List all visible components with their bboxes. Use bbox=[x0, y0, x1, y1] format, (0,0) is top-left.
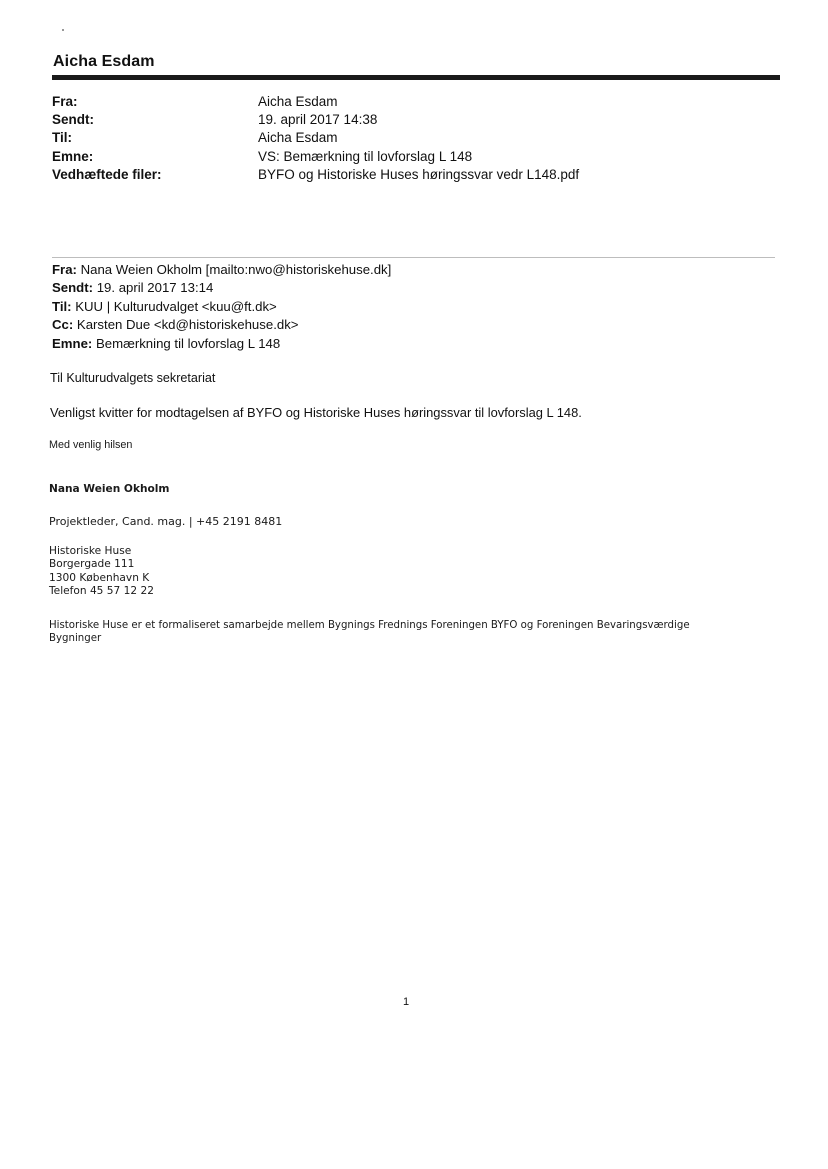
page-number: 1 bbox=[403, 996, 410, 1008]
email-header-table bbox=[52, 93, 752, 184]
page-title: Aicha Esdam bbox=[53, 53, 155, 70]
forwarded-value: KUU | Kulturudvalget <kuu@ft.dk> bbox=[71, 298, 277, 314]
signature-note bbox=[49, 619, 789, 646]
address-line: Historiske Huse bbox=[49, 545, 132, 557]
header-label: Vedhæftede filer: bbox=[52, 166, 162, 182]
message-body: Venligst kvitter for modtagelsen af BYFO og Historiske Huses høringssvar til lovforslag L 148. bbox=[50, 405, 582, 420]
forwarded-value: 19. april 2017 13:14 bbox=[93, 280, 214, 296]
forwarded-label: Sendt: bbox=[52, 280, 94, 296]
address-line: 1300 København K bbox=[49, 571, 150, 584]
forwarded-label: Emne: bbox=[52, 335, 93, 351]
forwarded-row-from bbox=[52, 261, 772, 279]
header-label: Emne: bbox=[52, 148, 94, 164]
forwarded-row-cc bbox=[52, 316, 772, 334]
header-value: VS: Bemærkning til lovforslag L 148 bbox=[258, 148, 473, 164]
forwarded-label: Cc: bbox=[52, 317, 74, 333]
address-line: Borgergade 111 bbox=[49, 558, 135, 571]
forwarded-row-subject bbox=[52, 335, 772, 353]
forwarded-header bbox=[52, 261, 772, 353]
forward-divider bbox=[52, 257, 775, 258]
greeting: Til Kulturudvalgets sekretariat bbox=[50, 371, 216, 385]
forwarded-value: Bemærkning til lovforslag L 148 bbox=[92, 335, 281, 351]
title-underline bbox=[52, 75, 780, 80]
closing: Med venlig hilsen bbox=[49, 439, 133, 451]
header-row-sent bbox=[52, 111, 752, 129]
signature-name: Nana Weien Okholm bbox=[49, 483, 170, 495]
note-line: Historiske Huse er et formaliseret samarbejde mellem Bygnings Frednings Foreningen BYFO og Foreningen Bevaringsværdige bbox=[49, 620, 690, 631]
header-row-from bbox=[52, 93, 752, 111]
signature-role: Projektleder, Cand. mag. | +45 2191 8481 bbox=[49, 515, 283, 528]
address-line: Telefon 45 57 12 22 bbox=[49, 584, 154, 597]
header-value: Aicha Esdam bbox=[258, 94, 338, 109]
header-value: BYFO og Historiske Huses høringssvar vedr L148.pdf bbox=[258, 166, 580, 182]
header-row-to bbox=[52, 129, 752, 147]
header-row-attachments bbox=[52, 166, 752, 184]
header-label: Til: bbox=[52, 130, 72, 146]
forwarded-row-sent bbox=[52, 279, 772, 297]
forwarded-value: Karsten Due <kd@historiskehuse.dk> bbox=[73, 317, 299, 333]
signature-address bbox=[49, 545, 154, 598]
forwarded-label: Til: bbox=[52, 298, 72, 314]
header-label: Sendt: bbox=[52, 112, 94, 128]
header-value: Aicha Esdam bbox=[258, 130, 338, 146]
header-row-subject bbox=[52, 148, 752, 166]
forwarded-row-to bbox=[52, 298, 772, 316]
scan-speck bbox=[62, 29, 64, 31]
header-label: Fra: bbox=[52, 94, 78, 109]
note-line: Bygninger bbox=[49, 633, 102, 645]
header-value: 19. april 2017 14:38 bbox=[258, 112, 378, 128]
forwarded-value: Nana Weien Okholm [mailto:nwo@historiskehuse.dk] bbox=[76, 262, 392, 277]
forwarded-label: Fra: bbox=[52, 262, 77, 277]
